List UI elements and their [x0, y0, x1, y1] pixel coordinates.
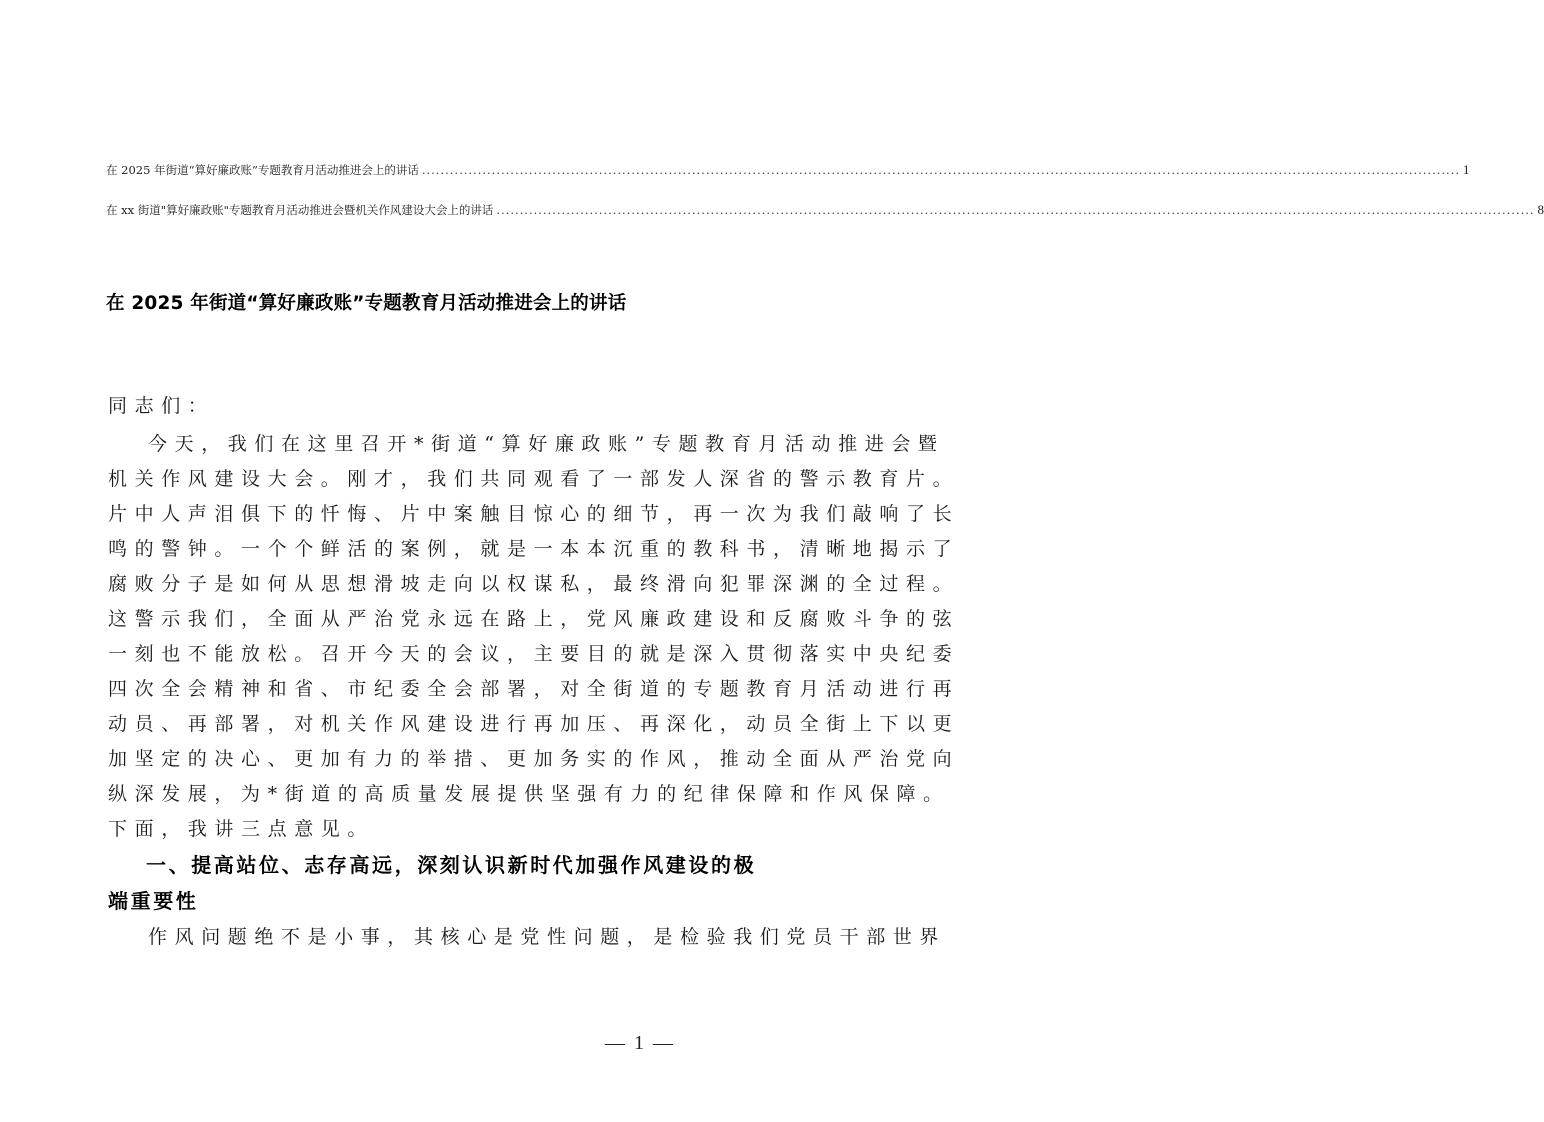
- page-number: — 1 —: [605, 1032, 675, 1054]
- section-heading-line: 一、提高站位、志存高远，深刻认识新时代加强作风建设的极: [146, 853, 757, 877]
- paragraph-line: 四次全会精神和省、市纪委全会部署，对全街道的专题教育月活动进行再: [108, 678, 960, 700]
- paragraph-line: 今天，我们在这里召开*街道“算好廉政账”专题教育月活动推进会暨: [148, 433, 945, 455]
- toc-entry-title: 在 xx 街道"算好廉政账"专题教育月活动推进会暨机关作风建设大会上的讲话: [106, 203, 494, 217]
- paragraph-line: 这警示我们，全面从严治党永远在路上，党风廉政建设和反腐败斗争的弦: [108, 608, 960, 630]
- paragraph-line: 纵深发展，为*街道的高质量发展提供坚强有力的纪律保障和作风保障。: [108, 783, 950, 805]
- toc-leader-dots: [496, 203, 1534, 217]
- paragraph-line: 一刻也不能放松。召开今天的会议，主要目的就是深入贯彻落实中央纪委: [108, 643, 960, 665]
- toc-entry[interactable]: [106, 202, 1544, 220]
- paragraph-line: 下面，我讲三点意见。: [108, 818, 375, 840]
- paragraph-line: 动员、再部署，对机关作风建设进行再加压、再深化，动员全街上下以更: [108, 713, 960, 735]
- paragraph-line: 鸣的警钟。一个个鲜活的案例，就是一本本沉重的教科书，清晰地揭示了: [108, 538, 960, 560]
- toc-entry-title: 在 2025 年街道“算好廉政账”专题教育月活动推进会上的讲话: [106, 163, 419, 177]
- document-title: 在 2025 年街道“算好廉政账”专题教育月活动推进会上的讲话: [106, 293, 627, 314]
- section-heading-line: 端重要性: [108, 889, 199, 913]
- paragraph-line: 腐败分子是如何从思想滑坡走向以权谋私，最终滑向犯罪深渊的全过程。: [108, 573, 960, 595]
- paragraph-line: 加坚定的决心、更加有力的举措、更加务实的作风，推动全面从严治党向: [108, 748, 960, 770]
- paragraph-line: 片中人声泪俱下的忏悔、片中案触目惊心的细节，再一次为我们敲响了长: [108, 503, 960, 525]
- toc-entry-page: 8: [1537, 202, 1544, 217]
- toc-leader-dots: [422, 163, 1460, 177]
- salutation: 同志们：: [108, 395, 215, 417]
- paragraph-line: 机关作风建设大会。刚才，我们共同观看了一部发人深省的警示教育片。: [108, 468, 960, 490]
- toc-entry[interactable]: [106, 162, 1470, 180]
- paragraph-line: 作风问题绝不是小事，其核心是党性问题，是检验我们党员干部世界: [148, 926, 947, 948]
- toc-entry-page: 1: [1463, 162, 1470, 177]
